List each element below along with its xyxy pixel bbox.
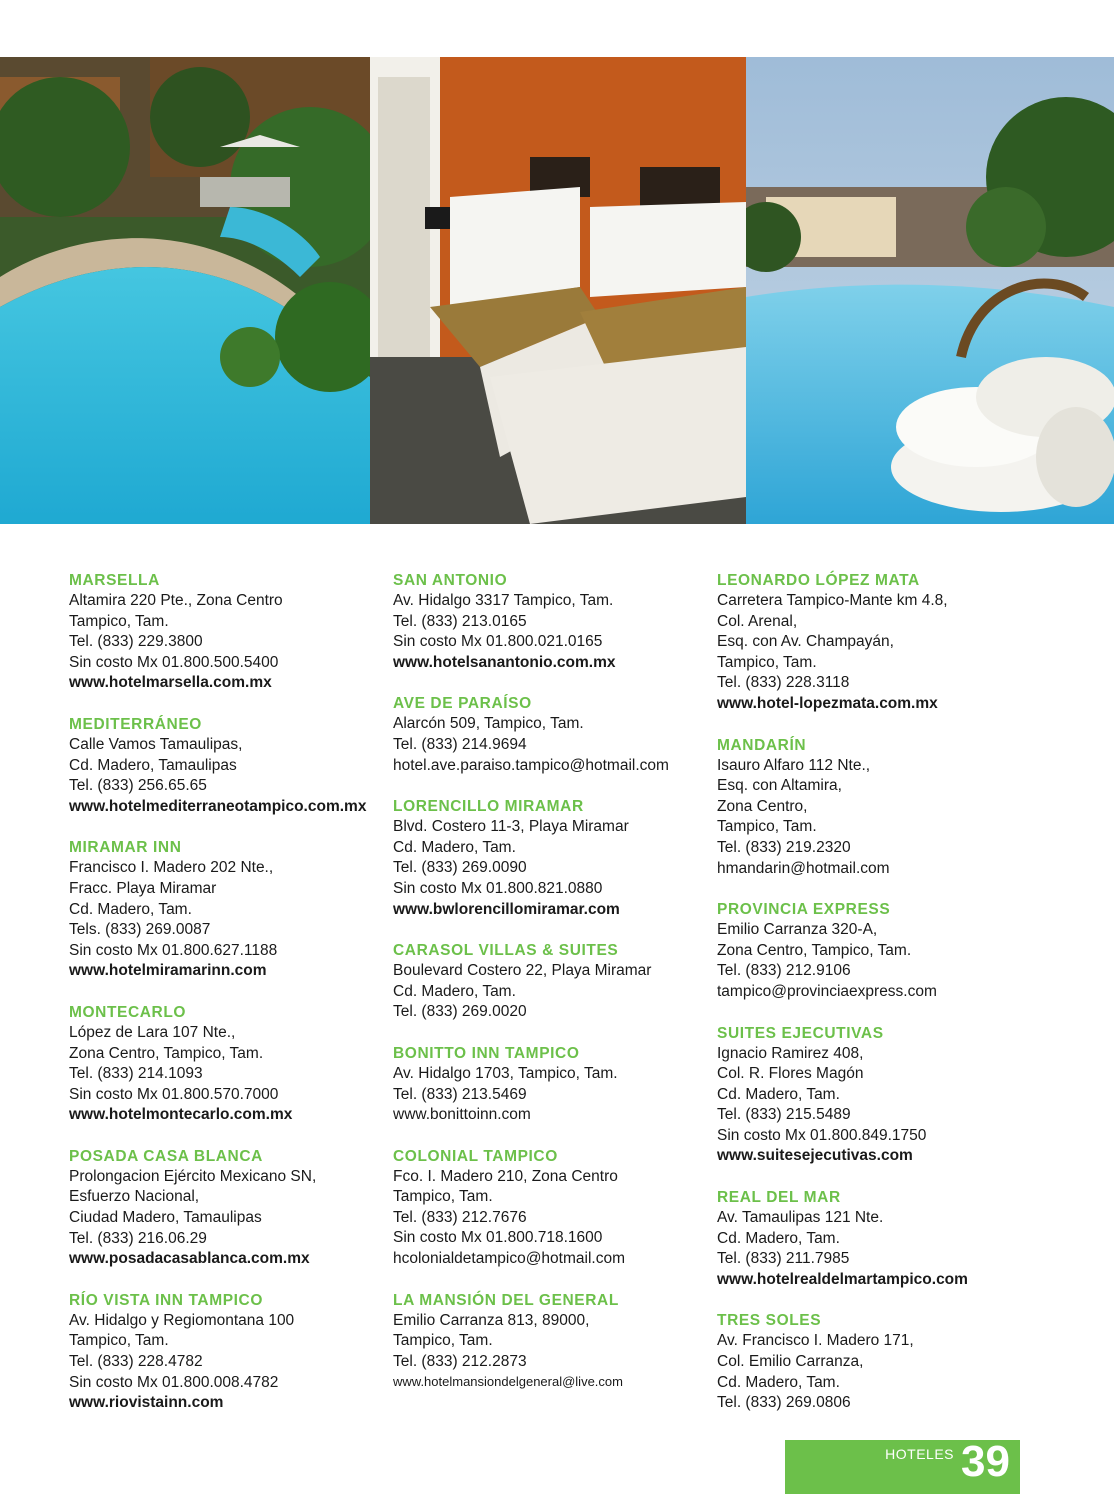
hotel-phone: Tel. (833) 212.7676 bbox=[393, 1208, 527, 1226]
hotel-phone: Tel. (833) 269.0020 bbox=[393, 1003, 527, 1021]
hotel-name: COLONIAL TAMPICO bbox=[393, 1147, 558, 1165]
hotel-tollfree: Sin costo Mx 01.800.500.5400 bbox=[69, 653, 279, 671]
hotel-address: Cd. Madero, Tam. bbox=[717, 1229, 840, 1247]
hotel-entry bbox=[393, 1290, 713, 1393]
hotel-website[interactable]: www.hotelmarsella.com.mx bbox=[69, 674, 272, 692]
hotel-name: LEONARDO LÓPEZ MATA bbox=[717, 572, 920, 589]
hotel-address: Av. Tamaulipas 121 Nte. bbox=[717, 1209, 884, 1227]
hotel-entry bbox=[393, 796, 713, 920]
hotel-address: Isauro Alfaro 112 Nte., bbox=[717, 756, 871, 774]
hotel-name: LA MANSIÓN DEL GENERAL bbox=[393, 1291, 619, 1309]
hotel-address: Cd. Madero, Tam. bbox=[717, 1373, 840, 1391]
hotel-name: MEDITERRÁNEO bbox=[69, 715, 202, 733]
hotel-address: Tampico, Tam. bbox=[717, 653, 817, 671]
hotel-website[interactable]: www.hotel-lopezmata.com.mx bbox=[717, 694, 938, 712]
hotel-name: PROVINCIA EXPRESS bbox=[717, 901, 891, 919]
hotel-tollfree: Sin costo Mx 01.800.718.1600 bbox=[393, 1229, 603, 1247]
hotel-address: Carretera Tampico-Mante km 4.8, bbox=[717, 592, 948, 609]
hotel-address: Calle Vamos Tamaulipas, bbox=[69, 735, 243, 753]
hotel-entry bbox=[717, 1023, 1017, 1168]
hotel-phone: Tel. (833) 212.9106 bbox=[717, 962, 851, 980]
hotel-entry bbox=[69, 1146, 389, 1270]
hotel-phone: Tel. (833) 212.2873 bbox=[393, 1352, 527, 1370]
hotel-entry bbox=[393, 693, 713, 776]
hotel-address: Ignacio Ramirez 408, bbox=[717, 1044, 864, 1062]
hotel-website[interactable]: www.hotelmediterraneotampico.com.mx bbox=[69, 797, 367, 815]
hotel-address: Zona Centro, bbox=[717, 797, 808, 815]
hotel-entry bbox=[393, 1043, 713, 1126]
hotel-name: BONITTO INN TAMPICO bbox=[393, 1044, 580, 1062]
hotel-name: SUITES EJECUTIVAS bbox=[717, 1024, 884, 1042]
hotel-name: SAN ANTONIO bbox=[393, 572, 508, 589]
hotel-entry bbox=[717, 1187, 1017, 1290]
hotel-address: Tampico, Tam. bbox=[393, 1188, 493, 1206]
hotel-phone: Tel. (833) 269.0806 bbox=[717, 1394, 851, 1412]
hotel-website[interactable]: www.suitesejecutivas.com bbox=[717, 1147, 913, 1165]
photo-strip bbox=[0, 57, 1114, 524]
hotel-entry bbox=[69, 837, 389, 982]
page-number-tab bbox=[785, 1437, 1020, 1494]
hotel-address: Emilio Carranza 320-A, bbox=[717, 921, 878, 939]
hotel-address: Col. R. Flores Magón bbox=[717, 1065, 864, 1083]
hotel-name: CARASOL VILLAS & SUITES bbox=[393, 942, 619, 960]
hotel-address: Tampico, Tam. bbox=[69, 612, 169, 630]
hotel-address: Tampico, Tam. bbox=[717, 818, 817, 836]
hotel-phone: Tel. (833) 215.5489 bbox=[717, 1106, 851, 1124]
hotel-address: Fracc. Playa Miramar bbox=[69, 879, 217, 897]
hotel-tollfree: Sin costo Mx 01.800.849.1750 bbox=[717, 1126, 927, 1144]
hotel-entry bbox=[393, 1146, 713, 1270]
hotel-address: Emilio Carranza 813, 89000, bbox=[393, 1311, 590, 1329]
hotel-address: Av. Francisco I. Madero 171, bbox=[717, 1332, 914, 1350]
hotel-entry bbox=[393, 570, 713, 673]
hotel-name: LORENCILLO MIRAMAR bbox=[393, 798, 584, 816]
hotel-tollfree: Sin costo Mx 01.800.627.1188 bbox=[69, 941, 278, 959]
hotel-name: REAL DEL MAR bbox=[717, 1189, 841, 1207]
hotel-name: MARSELLA bbox=[69, 572, 160, 589]
hotel-address: Cd. Madero, Tamaulipas bbox=[69, 756, 237, 774]
hotel-phone: Tel. (833) 213.5469 bbox=[393, 1085, 527, 1103]
hotel-address: Cd. Madero, Tam. bbox=[717, 1085, 840, 1103]
page-number: 39 bbox=[961, 1437, 1010, 1486]
hotel-address: Col. Emilio Carranza, bbox=[717, 1353, 864, 1371]
hotel-name: RÍO VISTA INN TAMPICO bbox=[69, 1291, 264, 1309]
hotel-phone: Tel. (833) 214.9694 bbox=[393, 735, 527, 753]
section-label: HOTELES bbox=[885, 1446, 954, 1462]
hotel-website[interactable]: www.bwlorencillomiramar.com bbox=[393, 900, 620, 918]
hotel-phone: Tel. (833) 229.3800 bbox=[69, 633, 203, 651]
hotel-address: Esq. con Altamira, bbox=[717, 777, 842, 795]
hotel-tollfree: Sin costo Mx 01.800.021.0165 bbox=[393, 633, 603, 651]
hotel-email[interactable]: hmandarin@hotmail.com bbox=[717, 859, 890, 877]
hotel-tollfree: Sin costo Mx 01.800.570.7000 bbox=[69, 1085, 279, 1103]
hotel-website[interactable]: www.hotelmontecarlo.com.mx bbox=[69, 1106, 293, 1124]
hotel-phone: Tel. (833) 269.0090 bbox=[393, 859, 527, 877]
hotel-entry bbox=[69, 1290, 389, 1414]
hotel-phone: Tel. (833) 256.65.65 bbox=[69, 777, 207, 795]
hotel-entry bbox=[717, 735, 1017, 880]
hotel-name: POSADA CASA BLANCA bbox=[69, 1147, 263, 1165]
hotel-room-photo bbox=[370, 57, 746, 524]
pool-garden-photo bbox=[0, 57, 370, 524]
hotel-phone: Tel. (833) 211.7985 bbox=[717, 1250, 850, 1268]
hotel-address: Cd. Madero, Tam. bbox=[393, 838, 516, 856]
hotel-column-3 bbox=[717, 570, 1017, 1434]
hotel-phone: Tel. (833) 219.2320 bbox=[717, 838, 851, 856]
hotel-tollfree: Sin costo Mx 01.800.821.0880 bbox=[393, 879, 603, 897]
hotel-website[interactable]: www.posadacasablanca.com.mx bbox=[69, 1250, 310, 1268]
hotel-address: Altamira 220 Pte., Zona Centro bbox=[69, 592, 283, 609]
hotel-address: López de Lara 107 Nte., bbox=[69, 1023, 236, 1041]
hotel-name: AVE DE PARAÍSO bbox=[393, 695, 532, 713]
hotel-entry bbox=[393, 940, 713, 1023]
hotel-phone: Tel. (833) 213.0165 bbox=[393, 612, 527, 630]
hotel-address: Blvd. Costero 11-3, Playa Miramar bbox=[393, 818, 629, 836]
hotel-email[interactable]: hotel.ave.paraiso.tampico@hotmail.com bbox=[393, 756, 669, 774]
hotel-entry bbox=[717, 899, 1017, 1002]
hotel-address: Boulevard Costero 22, Playa Miramar bbox=[393, 962, 652, 980]
hotel-address: Cd. Madero, Tam. bbox=[69, 900, 192, 918]
hotel-name: MANDARÍN bbox=[717, 736, 807, 754]
hotel-entry bbox=[69, 570, 389, 694]
hotel-email[interactable]: hcolonialdetampico@hotmail.com bbox=[393, 1250, 625, 1268]
hotel-address: Av. Hidalgo 3317 Tampico, Tam. bbox=[393, 592, 614, 609]
hotel-address: Av. Hidalgo y Regiomontana 100 bbox=[69, 1311, 295, 1329]
hotel-website[interactable]: www.bonittoinn.com bbox=[393, 1106, 531, 1124]
hotel-address: Esq. con Av. Champayán, bbox=[717, 633, 894, 651]
hotel-website[interactable]: www.hotelmiramarinn.com bbox=[69, 962, 267, 980]
hotel-phone: Tel. (833) 228.3118 bbox=[717, 674, 850, 692]
hotel-address: Av. Hidalgo 1703, Tampico, Tam. bbox=[393, 1064, 618, 1082]
hotel-address: Tampico, Tam. bbox=[69, 1332, 169, 1350]
hotel-phone: Tel. (833) 228.4782 bbox=[69, 1353, 203, 1371]
hotel-entry bbox=[69, 1002, 389, 1126]
hotel-entry bbox=[717, 570, 1017, 715]
hotel-address: Fco. I. Madero 210, Zona Centro bbox=[393, 1167, 618, 1185]
hotel-address: Col. Arenal, bbox=[717, 612, 798, 630]
hotel-entry bbox=[717, 1310, 1017, 1413]
hotel-tollfree: Sin costo Mx 01.800.008.4782 bbox=[69, 1373, 279, 1391]
hotel-name: TRES SOLES bbox=[717, 1312, 822, 1330]
hotel-website[interactable]: www.hotelmansiondelgeneral@live.com bbox=[393, 1374, 623, 1390]
hotel-address: Alarcón 509, Tampico, Tam. bbox=[393, 715, 584, 733]
hotel-address: Francisco I. Madero 202 Nte., bbox=[69, 859, 274, 877]
hotel-address: Zona Centro, Tampico, Tam. bbox=[717, 941, 912, 959]
hotel-address: Ciudad Madero, Tamaulipas bbox=[69, 1209, 262, 1227]
hotel-column-2 bbox=[393, 570, 713, 1413]
hotel-column-1 bbox=[69, 570, 389, 1434]
hotel-address: Esfuerzo Nacional, bbox=[69, 1188, 200, 1206]
pool-towels-photo bbox=[746, 57, 1114, 524]
hotel-entry bbox=[69, 714, 389, 817]
hotel-name: MONTECARLO bbox=[69, 1003, 187, 1021]
hotel-phone: Tels. (833) 269.0087 bbox=[69, 921, 211, 939]
hotel-website[interactable]: www.riovistainn.com bbox=[69, 1394, 224, 1412]
hotel-address: Cd. Madero, Tam. bbox=[393, 982, 516, 1000]
hotel-address: Zona Centro, Tampico, Tam. bbox=[69, 1044, 264, 1062]
hotel-website[interactable]: www.hotelrealdelmartampico.com bbox=[717, 1270, 968, 1288]
hotel-email[interactable]: tampico@provinciaexpress.com bbox=[717, 982, 937, 1000]
hotel-address: Prolongacion Ejército Mexicano SN, bbox=[69, 1167, 317, 1185]
hotel-website[interactable]: www.hotelsanantonio.com.mx bbox=[393, 653, 616, 671]
hotel-phone: Tel. (833) 214.1093 bbox=[69, 1065, 203, 1083]
hotel-phone: Tel. (833) 216.06.29 bbox=[69, 1229, 207, 1247]
hotel-name: MIRAMAR INN bbox=[69, 839, 182, 857]
hotel-address: Tampico, Tam. bbox=[393, 1332, 493, 1350]
